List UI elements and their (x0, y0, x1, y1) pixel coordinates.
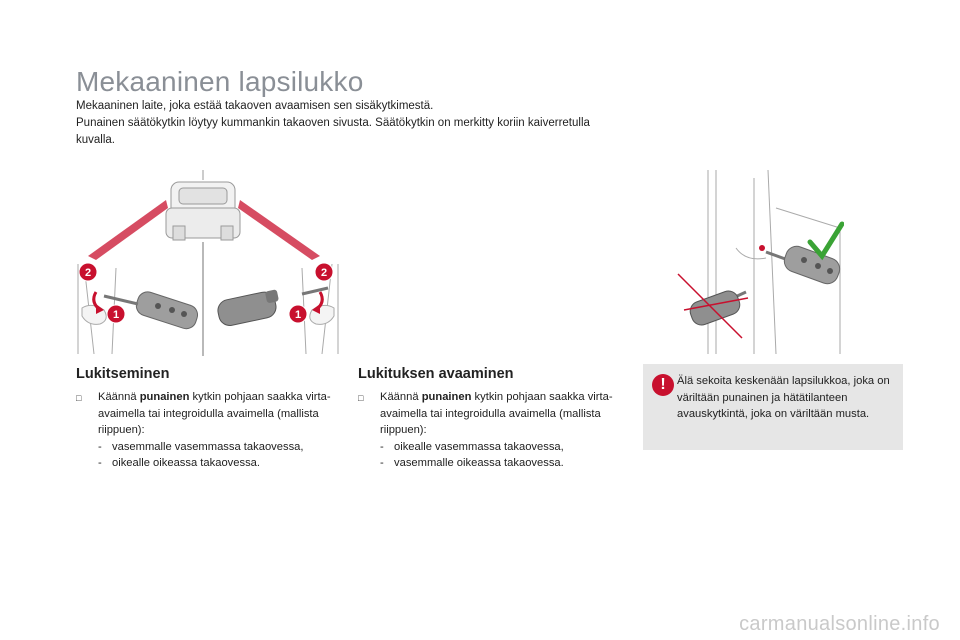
key-correct-icon (766, 243, 843, 287)
section-heading-locking: Lukitseminen (76, 366, 170, 382)
checkbox-bullet-icon: □ (76, 393, 82, 403)
instruction-bullet (76, 389, 336, 439)
key-fob-center-icon (216, 289, 279, 327)
callout-label-2-left: 2 (84, 267, 92, 279)
list-item: - vasemmalle oikeassa takaovessa. (380, 457, 564, 469)
section-body-locking (76, 389, 336, 472)
warning-icon: ! (652, 374, 674, 396)
beam-right-shape (238, 200, 320, 260)
section-heading-unlocking: Lukituksen avaaminen (358, 366, 514, 382)
correct-vs-wrong-illustration (676, 168, 844, 354)
checkbox-bullet-icon: □ (358, 393, 364, 403)
instruction-text: Käännä punainen kytkin pohjaan saakka virta-avaimella tai integroidulla avaimella (mallista riippuen): (98, 391, 331, 436)
section-body-unlocking (358, 389, 620, 472)
instruction-text: Käännä punainen kytkin pohjaan saakka virta-avaimella tai integroidulla avaimella (mallista riippuen): (380, 391, 613, 436)
callout-label-1-right: 1 (294, 309, 302, 321)
intro-line-1: Mekaaninen laite, joka estää takaoven avaamisen sen sisäkytkimestä. (76, 100, 434, 112)
beam-left-shape (88, 200, 168, 260)
red-switch-icon (759, 245, 765, 251)
list-item: - oikealle vasemmassa takaovessa, (380, 440, 564, 453)
door-edge-drawing (676, 168, 844, 354)
car-rear-icon (166, 170, 240, 240)
key-right-icon (302, 288, 328, 294)
child-lock-illustration (76, 168, 340, 356)
list-item: - vasemmalle vasemmassa takaovessa, (98, 440, 304, 453)
list-item: - oikealle oikeassa takaovessa. (98, 457, 261, 469)
footer-watermark: carmanualsonline.info (739, 613, 940, 635)
callout-label-2-right: 2 (320, 267, 328, 279)
check-icon (810, 224, 842, 256)
warning-text: Älä sekoita keskenään lapsilukkoa, joka on väriltään punainen ja hätätilanteen avauskytkintä, joka on väriltään musta. (677, 375, 890, 420)
intro-line-2: Punainen säätökytkin löytyy kummankin takaoven sivusta. Säätökytkin on merkitty koriin kaiverretulla kuvalla. (76, 117, 590, 146)
page-title: Mekaaninen lapsilukko (76, 66, 364, 97)
warning-note (643, 364, 903, 450)
child-lock-drawing (76, 168, 340, 356)
callout-label-1-left: 1 (112, 309, 120, 321)
instruction-bullet (358, 389, 620, 439)
intro-text (76, 98, 596, 149)
